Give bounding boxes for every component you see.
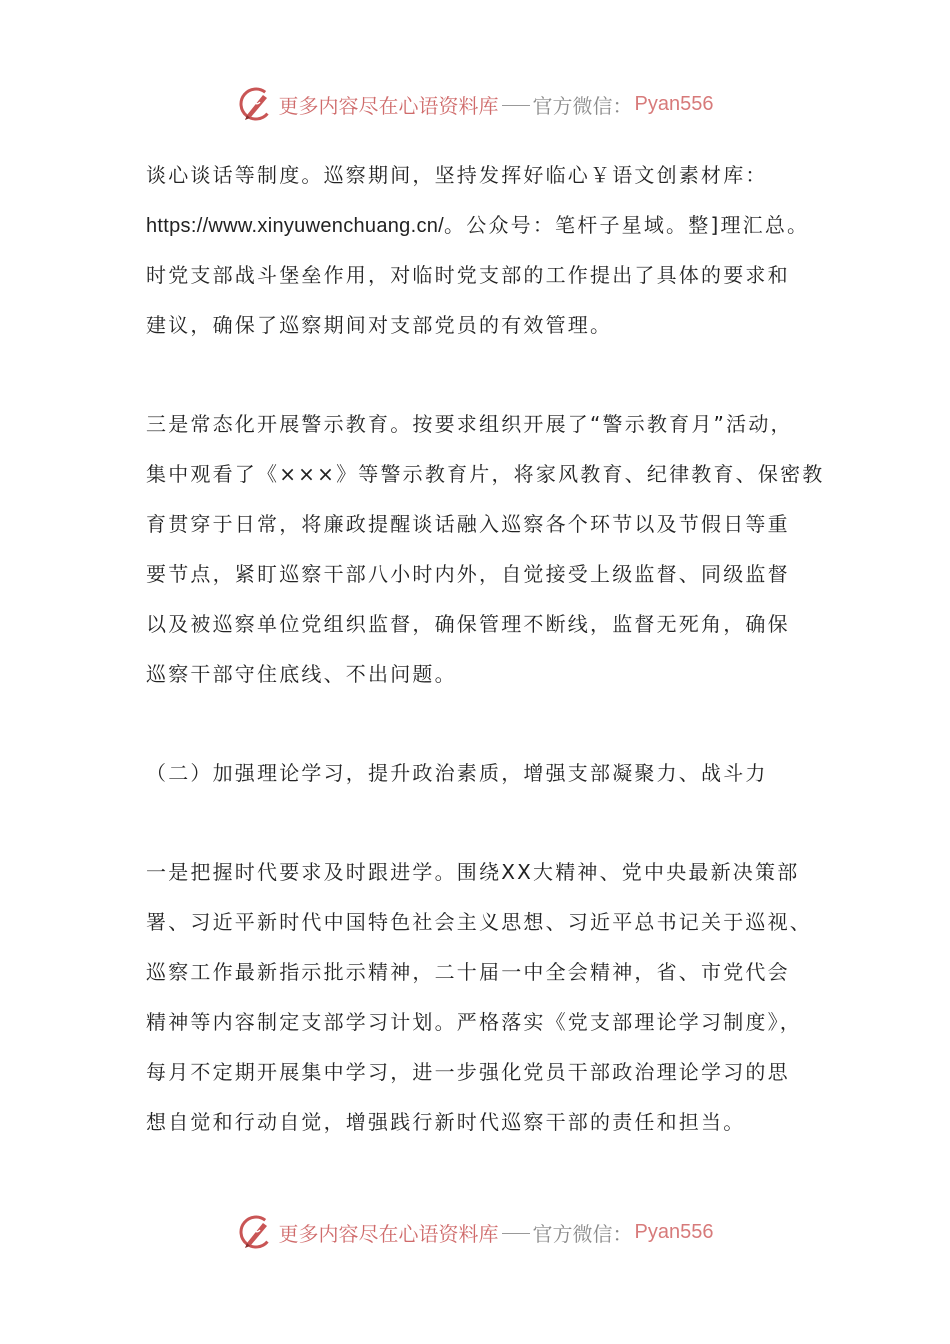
banner-wechat-label: 官方微信： [532,93,633,118]
banner-dash-divider [502,105,530,106]
text-line: 建议，确保了巡察期间对支部党员的有效管理。 [146,313,613,337]
text-line: 一是把握时代要求及时跟进学。围绕XX大精神、党中央最新决策部 [146,860,800,884]
section-heading: （二）加强理论学习，提升政治素质，增强支部凝聚力、战斗力 [146,761,768,785]
pen-logo-icon [237,1213,275,1251]
text-line-with-url [146,200,836,250]
banner-wechat-label: 官方微信： [532,1221,633,1246]
banner-brand-text: 更多内容尽在心语资料库 [278,93,499,118]
text-line: 谈心谈话等制度。巡察期间，坚持发挥好临心￥语文创素材库： [146,163,768,187]
text-line: 时党支部战斗堡垒作用，对临时党支部的工作提出了具体的要求和 [146,263,790,287]
text-line: 育贯穿于日常，将廉政提醒谈话融入巡察各个环节以及节假日等重 [146,512,790,536]
text-line: 巡察工作最新指示批示精神，二十届一中全会精神，省、市党代会 [146,960,790,984]
text-line: 精神等内容制定支部学习计划。严格落实《党支部理论学习制度》， [146,1010,802,1034]
paragraph-theory-study [146,847,836,1147]
banner-brand-text: 更多内容尽在心语资料库 [278,1221,499,1246]
footer-banner [0,1210,950,1254]
pen-logo-icon [237,85,275,123]
paragraph-supervision-management [146,150,836,350]
text-line: 想自觉和行动自觉，增强践行新时代巡察干部的责任和担当。 [146,1110,746,1134]
paragraph-gap [146,699,836,748]
text-line: 集中观看了《×××》等警示教育片，将家风教育、纪律教育、保密教 [146,462,825,486]
text-line: 要节点，紧盯巡察干部八小时内外，自觉接受上级监督、同级监督 [146,562,790,586]
text-line: 署、习近平新时代中国特色社会主义思想、习近平总书记关于巡视、 [146,910,812,934]
paragraph-gap [146,798,836,847]
text-line: 以及被巡察单位党组织监督，确保管理不断线，监督无死角，确保 [146,612,790,636]
document-body [146,150,836,1147]
source-url-text: https://www.xinyuwenchuang.cn/ [146,215,445,237]
text-line: 三是常态化开展警示教育。按要求组织开展了“警示教育月”活动， [146,412,793,436]
text-line: 巡察干部守住底线、不出问题。 [146,662,457,686]
banner-wechat-id: Pyan556 [634,1220,714,1243]
text-line: 每月不定期开展集中学习，进一步强化党员干部政治理论学习的思 [146,1060,790,1084]
paragraph-gap [146,350,836,399]
banner-wechat-id: Pyan556 [634,92,714,115]
banner-dash-divider [502,1233,530,1234]
paragraph-warning-education [146,399,836,699]
text-line-tail: 。公众号：笔杆子星域。整]理汇总。 [444,213,810,237]
header-banner [0,82,950,126]
